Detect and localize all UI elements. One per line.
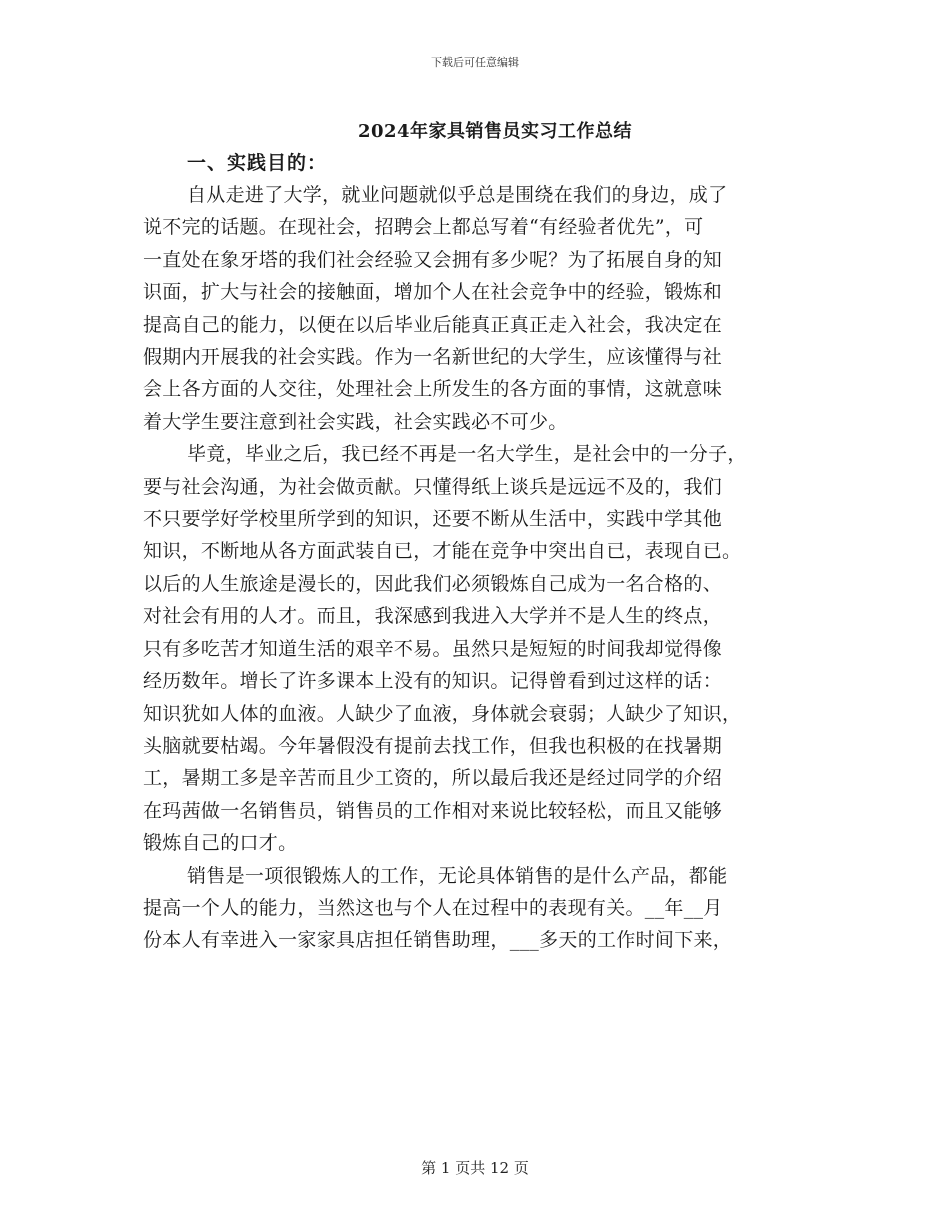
text-line: 提高一个人的能力，当然这也与个人在过程中的表现有关。__年__月 [143,896,723,919]
text-line: 头脑就要枯竭。今年暑假没有提前去找工作，但我也积极的在找暑期 [143,734,723,757]
text-line: 识面，扩大与社会的接触面，增加个人在社会竞争中的经验，锻炼和 [143,281,723,304]
document-body [143,148,803,957]
text-line: 只有多吃苦才知道生活的艰辛不易。虽然只是短短的时间我却觉得像 [143,637,723,660]
text-line: 一直处在象牙塔的我们社会经验又会拥有多少呢？为了拓展自身的知 [143,248,723,271]
header-note: 下载后可任意编辑 [431,56,519,69]
text-line: 销售是一项很锻炼人的工作，无论具体销售的是什么产品，都能 [187,864,728,887]
text-line: 假期内开展我的社会实践。作为一名新世纪的大学生，应该懂得与社 [143,346,723,369]
document-title: 2024年家具销售员实习工作总结 [357,121,633,142]
page-number: 第 1 页共 12 页 [421,1159,529,1177]
text-line: 在玛茜做一名销售员，销售员的工作相对来说比较轻松，而且又能够 [143,799,723,822]
text-line: 不只要学好学校里所学到的知识，还要不断从生活中，实践中学其他 [143,508,723,531]
text-line: 知识犹如人体的血液。人缺少了血液，身体就会衰弱；人缺少了知识， [143,702,742,725]
text-line: 知识，不断地从各方面武装自已，才能在竞争中突出自已，表现自已。 [143,540,742,563]
text-line: 毕竟，毕业之后，我已经不再是一名大学生，是社会中的一分子， [187,443,747,466]
text-line: 说不完的话题。在现社会，招聘会上都总写着“有经验者优先”，可 [143,216,704,239]
text-line: 提高自己的能力，以便在以后毕业后能真正真正走入社会，我决定在 [143,313,723,336]
text-line: 要与社会沟通，为社会做贡献。只懂得纸上谈兵是远远不及的，我们 [143,475,723,498]
paragraph-1 [143,179,803,438]
text-line: 会上各方面的人交往，处理社会上所发生的各方面的事情，这就意味 [143,378,723,401]
section-heading: 一、实践目的： [187,152,328,174]
paragraph-3 [143,860,803,957]
text-line: 以后的人生旅途是漫长的，因此我们必须锻炼自己成为一名合格的、 [143,572,723,595]
text-line: 经历数年。增长了许多课本上没有的知识。记得曾看到过这样的话： [143,670,723,693]
text-line: 份本人有幸进入一家家具店担任销售助理，___多天的工作时间下来， [143,929,733,952]
text-line: 着大学生要注意到社会实践，社会实践必不可少。 [143,410,568,433]
text-line: 锻炼自己的口才。 [143,832,298,855]
paragraph-2 [143,438,803,859]
text-line: 自从走进了大学，就业问题就似乎总是围绕在我们的身边，成了 [187,184,728,206]
text-line: 对社会有用的人才。而且，我深感到我进入大学并不是人生的终点， [143,605,723,628]
text-line: 工，暑期工多是辛苦而且少工资的，所以最后我还是经过同学的介绍 [143,767,723,790]
